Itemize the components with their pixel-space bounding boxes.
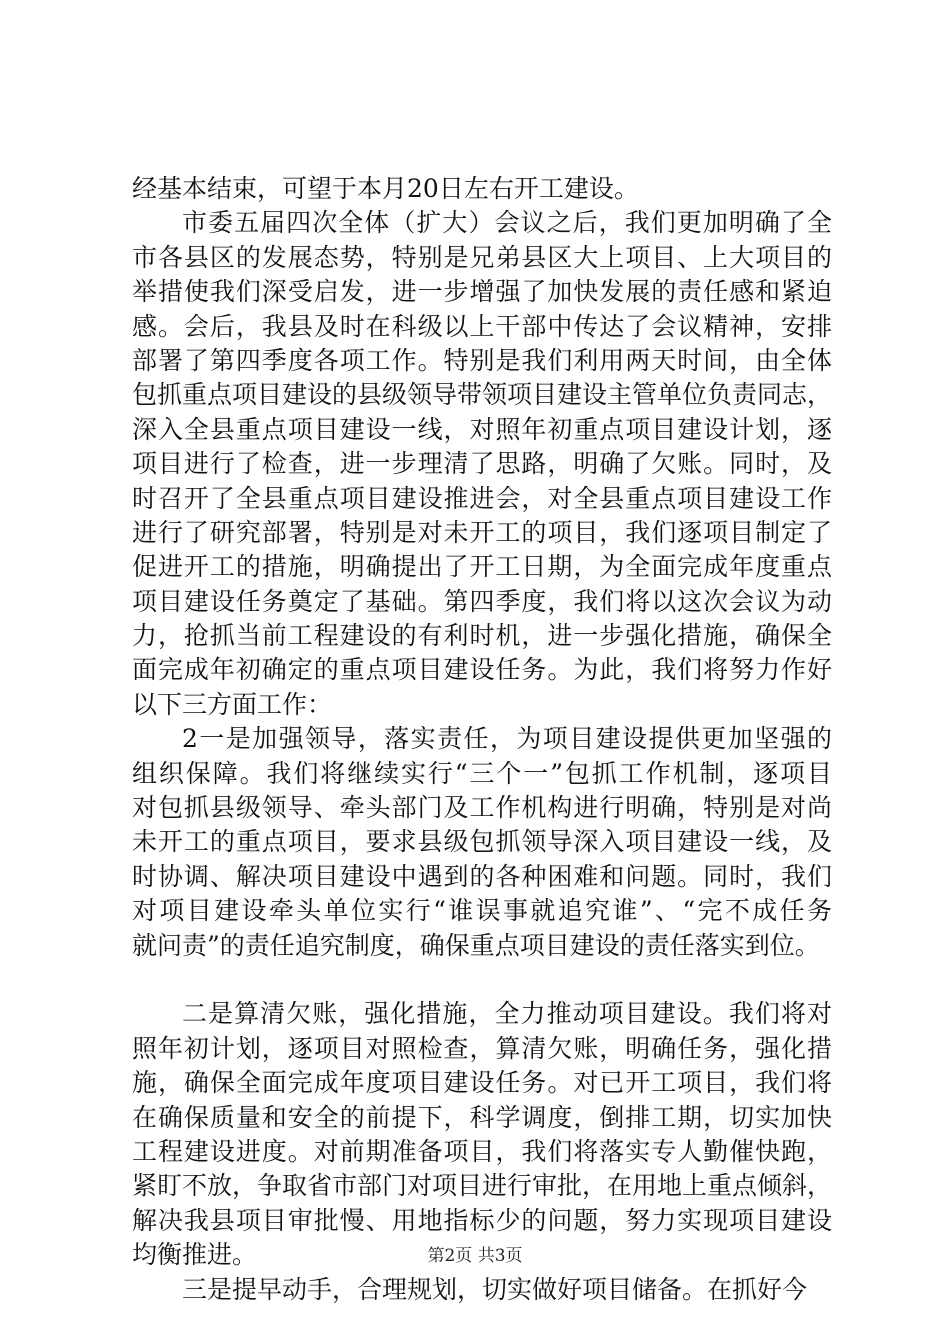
text-line: 市各县区的发展态势，特别是兄弟县区大上项目、上大项目的 xyxy=(132,242,832,272)
text-line: 时召开了全县重点项目建设推进会，对全县重点项目建设工作 xyxy=(132,483,832,513)
text-line: 面完成年初确定的重点项目建设任务。为此，我们将努力作好 xyxy=(132,655,832,685)
paragraph xyxy=(132,722,832,963)
text-line: 力，抢抓当前工程建设的有利时机，进一步强化措施，确保全 xyxy=(132,621,832,651)
text-line: 2一是加强领导，落实责任，为项目建设提供更加坚强的 xyxy=(182,724,832,754)
text-line: 进行了研究部署，特别是对未开工的项目，我们逐项目制定了 xyxy=(132,517,832,547)
text-line: 深入全县重点项目建设一线，对照年初重点项目建设计划，逐 xyxy=(132,414,832,444)
text-line: 包抓重点项目建设的县级领导带领项目建设主管单位负责同志， xyxy=(132,380,833,410)
text-line: 对包抓县级领导、牵头部门及工作机构进行明确，特别是对尚 xyxy=(132,793,832,823)
paragraph xyxy=(132,997,832,1272)
document-body xyxy=(132,172,832,1307)
text-line: 紧盯不放，争取省市部门对项目进行审批，在用地上重点倾斜， xyxy=(132,1171,833,1201)
text-line: 三是提早动手，合理规划，切实做好项目储备。在抓好今 xyxy=(182,1274,808,1304)
paragraph-spacer xyxy=(132,963,832,997)
text-line: 部署了第四季度各项工作。特别是我们利用两天时间，由全体 xyxy=(132,345,832,375)
text-line: 感。会后，我县及时在科级以上干部中传达了会议精神，安排 xyxy=(132,311,832,341)
text-line: 工程建设进度。对前期准备项目，我们将落实专人勤催快跑， xyxy=(132,1136,832,1166)
text-line: 二是算清欠账，强化措施，全力推动项目建设。我们将对 xyxy=(182,999,832,1029)
text-line: 均衡推进。 xyxy=(132,1240,258,1270)
text-line: 项目进行了检查，进一步理清了思路，明确了欠账。同时，及 xyxy=(132,449,832,479)
text-line: 就问责”的责任追究制度，确保重点项目建设的责任落实到位。 xyxy=(132,930,820,960)
text-line: 项目建设任务奠定了基础。第四季度，我们将以这次会议为动 xyxy=(132,586,832,616)
text-line: 举措使我们深受启发，进一步增强了加快发展的责任感和紧迫 xyxy=(132,277,832,307)
text-line: 解决我县项目审批慢、用地指标少的问题，努力实现项目建设 xyxy=(132,1205,832,1235)
text-line: 施，确保全面完成年度项目建设任务。对已开工项目，我们将 xyxy=(132,1068,832,1098)
paragraph xyxy=(132,206,832,722)
page-footer: 第2页 共3页 xyxy=(427,1246,523,1266)
text-line: 以下三方面工作： xyxy=(132,689,333,719)
text-line: 经基本结束，可望于本月20日左右开工建设。 xyxy=(132,174,639,203)
text-line: 组织保障。我们将继续实行“三个一”包抓工作机制，逐项目 xyxy=(132,758,832,788)
paragraph xyxy=(132,172,832,206)
text-line: 未开工的重点项目，要求县级包抓领导深入项目建设一线，及 xyxy=(132,827,832,857)
text-line: 照年初计划，逐项目对照检查，算清欠账，明确任务，强化措 xyxy=(132,1033,832,1063)
text-line: 市委五届四次全体（扩大）会议之后，我们更加明确了全 xyxy=(182,208,832,238)
text-line: 对项目建设牵头单位实行“谁误事就追究谁”、“完不成任务 xyxy=(132,896,832,926)
paragraph xyxy=(132,1273,832,1307)
text-line: 在确保质量和安全的前提下，科学调度，倒排工期，切实加快 xyxy=(132,1102,832,1132)
text-line: 促进开工的措施，明确提出了开工日期，为全面完成年度重点 xyxy=(132,552,832,582)
text-line: 时协调、解决项目建设中遇到的各种困难和问题。同时，我们 xyxy=(132,861,832,891)
